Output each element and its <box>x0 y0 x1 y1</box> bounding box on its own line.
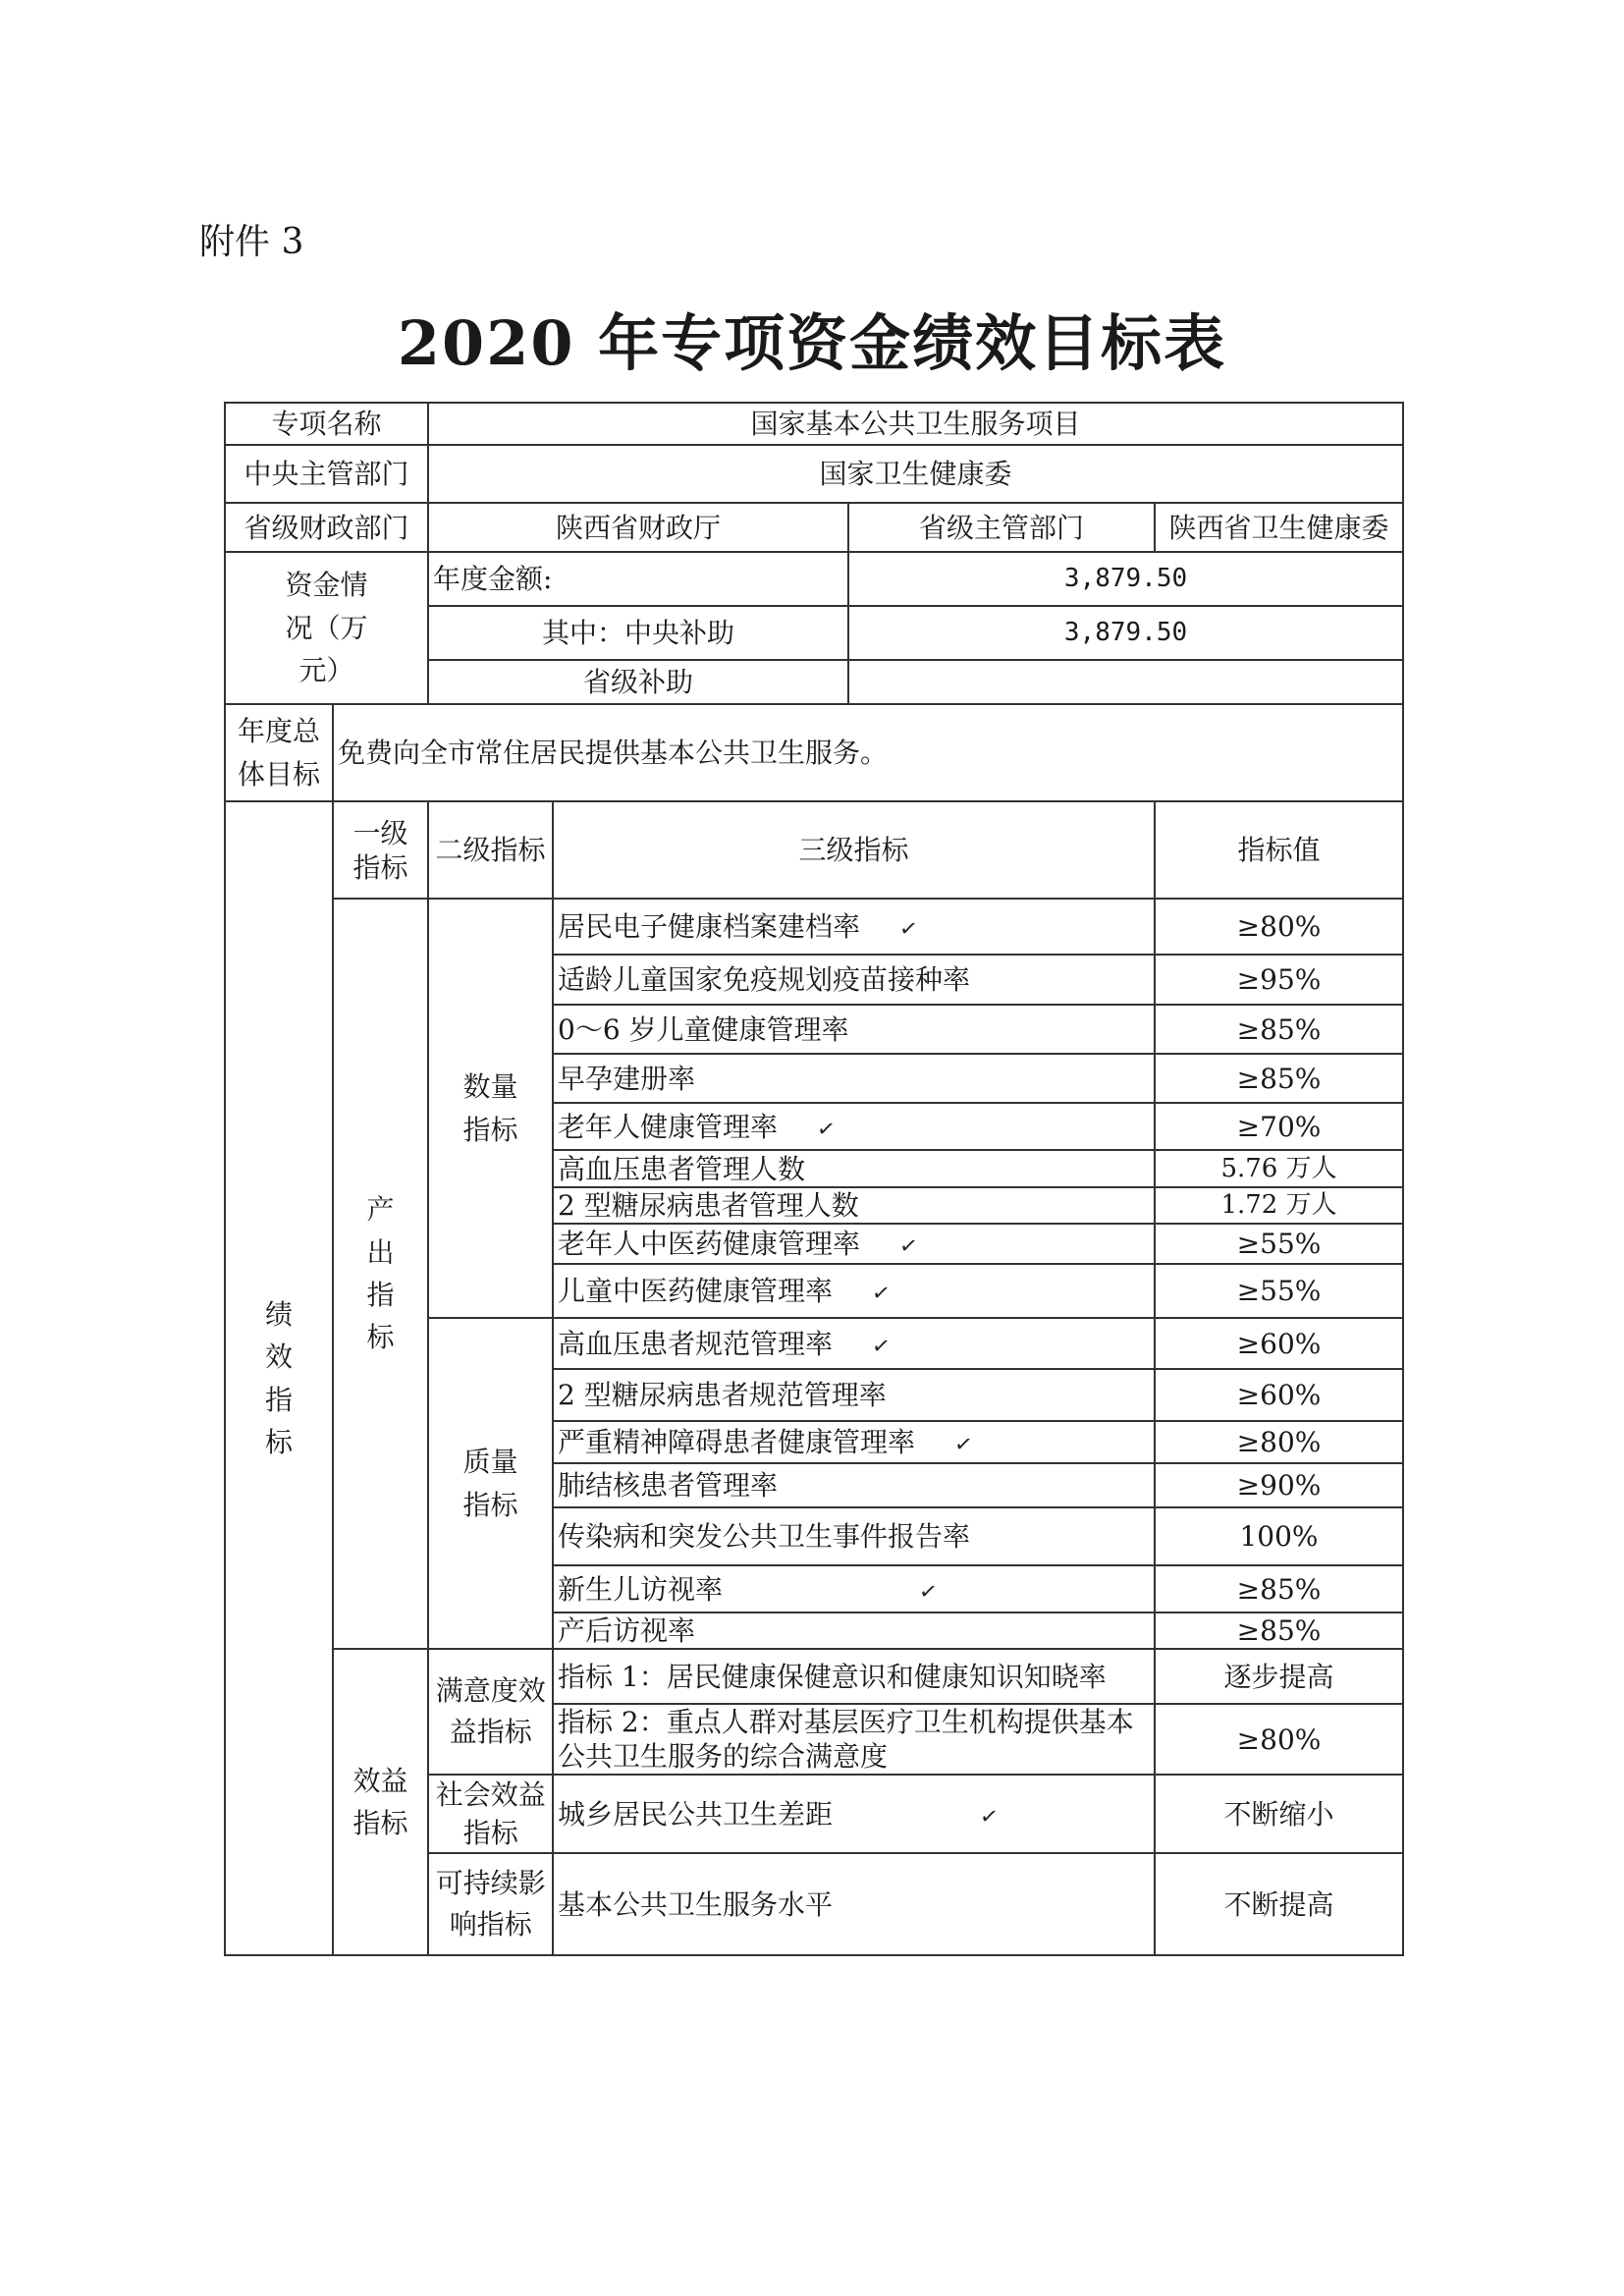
prov-dept-label: 省级主管部门 <box>848 503 1155 552</box>
funding-label: 资金情况（万元） <box>225 552 428 704</box>
central-subsidy-value: 3,879.50 <box>848 606 1403 660</box>
table-row <box>225 704 1403 801</box>
quality-item-value: 100% <box>1155 1507 1403 1565</box>
quality-item-name: 产后访视率 <box>553 1613 1155 1649</box>
annual-amount-value: 3,879.50 <box>848 552 1403 606</box>
quality-item-name: 肺结核患者管理率 <box>553 1463 1155 1507</box>
sustain-indicators-label: 可持续影响指标 <box>428 1853 553 1955</box>
social-item-name: 城乡居民公共卫生差距 ✓ <box>553 1775 1155 1853</box>
table-row <box>225 1649 1403 1704</box>
quality-item-value: ≥90% <box>1155 1463 1403 1507</box>
satisfaction-item-value: ≥80% <box>1155 1704 1403 1775</box>
provincial-subsidy-label: 省级补助 <box>428 660 848 704</box>
check-mark-icon: ✓ <box>870 1333 893 1360</box>
quality-item-name: 严重精神障碍患者健康管理率 ✓ <box>553 1421 1155 1463</box>
quantity-item-name: 早孕建册率 <box>553 1054 1155 1103</box>
check-mark-icon: ✓ <box>917 1578 940 1606</box>
fund-name-label: 专项名称 <box>225 403 428 445</box>
indicators-group-label: 绩效指标 <box>225 801 333 1955</box>
quality-item-value: ≥60% <box>1155 1369 1403 1421</box>
header-value: 指标值 <box>1155 801 1403 899</box>
quality-item-value: ≥60% <box>1155 1318 1403 1369</box>
satisfaction-item-name: 指标 2：重点人群对基层医疗卫生机构提供基本公共卫生服务的综合满意度 <box>553 1704 1155 1775</box>
quantity-item-value: 1.72 万人 <box>1155 1187 1403 1224</box>
check-mark-icon: ✓ <box>815 1116 838 1143</box>
quantity-indicators-label: 数量指标 <box>428 899 553 1318</box>
quality-item-value: ≥80% <box>1155 1421 1403 1463</box>
quality-item-name: 新生儿访视率 ✓ <box>553 1565 1155 1613</box>
quantity-item-value: ≥55% <box>1155 1264 1403 1318</box>
prov-dept-value: 陕西省卫生健康委 <box>1155 503 1403 552</box>
quantity-item-value: 5.76 万人 <box>1155 1150 1403 1187</box>
satisfaction-item-value: 逐步提高 <box>1155 1649 1403 1704</box>
central-dept-label: 中央主管部门 <box>225 445 428 503</box>
goal-label: 年度总体目标 <box>225 704 333 801</box>
table-row <box>225 899 1403 955</box>
central-subsidy-label: 其中：中央补助 <box>428 606 848 660</box>
quality-item-value: ≥85% <box>1155 1565 1403 1613</box>
quantity-item-value: ≥80% <box>1155 899 1403 955</box>
check-mark-icon: ✓ <box>952 1431 975 1459</box>
provincial-subsidy-value <box>848 660 1403 704</box>
prov-finance-value: 陕西省财政厅 <box>428 503 848 552</box>
quality-item-value: ≥85% <box>1155 1613 1403 1649</box>
quantity-item-value: ≥70% <box>1155 1103 1403 1150</box>
table-row <box>225 552 1403 606</box>
central-dept-value: 国家卫生健康委 <box>428 445 1403 503</box>
goal-text: 免费向全市常住居民提供基本公共卫生服务。 <box>333 704 1403 801</box>
annual-amount-label: 年度金额: <box>428 552 848 606</box>
quantity-item-name: 0～6 岁儿童健康管理率 <box>553 1005 1155 1054</box>
sustain-item-name: 基本公共卫生服务水平 <box>553 1853 1155 1955</box>
quantity-item-value: ≥85% <box>1155 1054 1403 1103</box>
quality-item-name: 2 型糖尿病患者规范管理率 <box>553 1369 1155 1421</box>
table-row <box>225 403 1403 445</box>
check-mark-icon: ✓ <box>897 915 920 944</box>
benefit-indicators-label: 效益指标 <box>333 1649 428 1955</box>
output-indicators-label: 产出指标 <box>333 899 428 1649</box>
header-l1: 一级指标 <box>333 801 428 899</box>
quality-indicators-label: 质量指标 <box>428 1318 553 1649</box>
check-mark-icon: ✓ <box>870 1280 893 1308</box>
header-l2: 二级指标 <box>428 801 553 899</box>
quantity-item-name: 2 型糖尿病患者管理人数 <box>553 1187 1155 1224</box>
quantity-item-value: ≥85% <box>1155 1005 1403 1054</box>
quality-item-name: 传染病和突发公共卫生事件报告率 <box>553 1507 1155 1565</box>
satisfaction-item-name: 指标 1：居民健康保健意识和健康知识知晓率 <box>553 1649 1155 1704</box>
fund-name-value: 国家基本公共卫生服务项目 <box>428 403 1403 445</box>
check-mark-icon: ✓ <box>978 1803 1001 1831</box>
quantity-item-name: 高血压患者管理人数 <box>553 1150 1155 1187</box>
quantity-item-value: ≥55% <box>1155 1224 1403 1264</box>
quantity-item-name: 儿童中医药健康管理率 ✓ <box>553 1264 1155 1318</box>
quantity-item-name: 老年人中医药健康管理率 ✓ <box>553 1224 1155 1264</box>
quantity-item-name: 适龄儿童国家免疫规划疫苗接种率 <box>553 955 1155 1005</box>
header-l3: 三级指标 <box>553 801 1155 899</box>
social-item-value: 不断缩小 <box>1155 1775 1403 1853</box>
quantity-item-value: ≥95% <box>1155 955 1403 1005</box>
social-indicators-label: 社会效益指标 <box>428 1775 553 1853</box>
table-row <box>225 801 1403 899</box>
satisfaction-indicators-label: 满意度效益指标 <box>428 1649 553 1775</box>
quantity-item-name: 居民电子健康档案建档率 ✓ <box>553 899 1155 955</box>
prov-finance-label: 省级财政部门 <box>225 503 428 552</box>
table-row <box>225 503 1403 552</box>
quantity-item-name: 老年人健康管理率 ✓ <box>553 1103 1155 1150</box>
attachment-label: 附件 3 <box>199 222 304 262</box>
check-mark-icon: ✓ <box>897 1232 920 1261</box>
quality-item-name: 高血压患者规范管理率 ✓ <box>553 1318 1155 1369</box>
table-row <box>225 445 1403 503</box>
performance-table <box>224 402 1404 1956</box>
sustain-item-value: 不断提高 <box>1155 1853 1403 1955</box>
page-title: 2020 年专项资金绩效目标表 <box>397 307 1227 379</box>
